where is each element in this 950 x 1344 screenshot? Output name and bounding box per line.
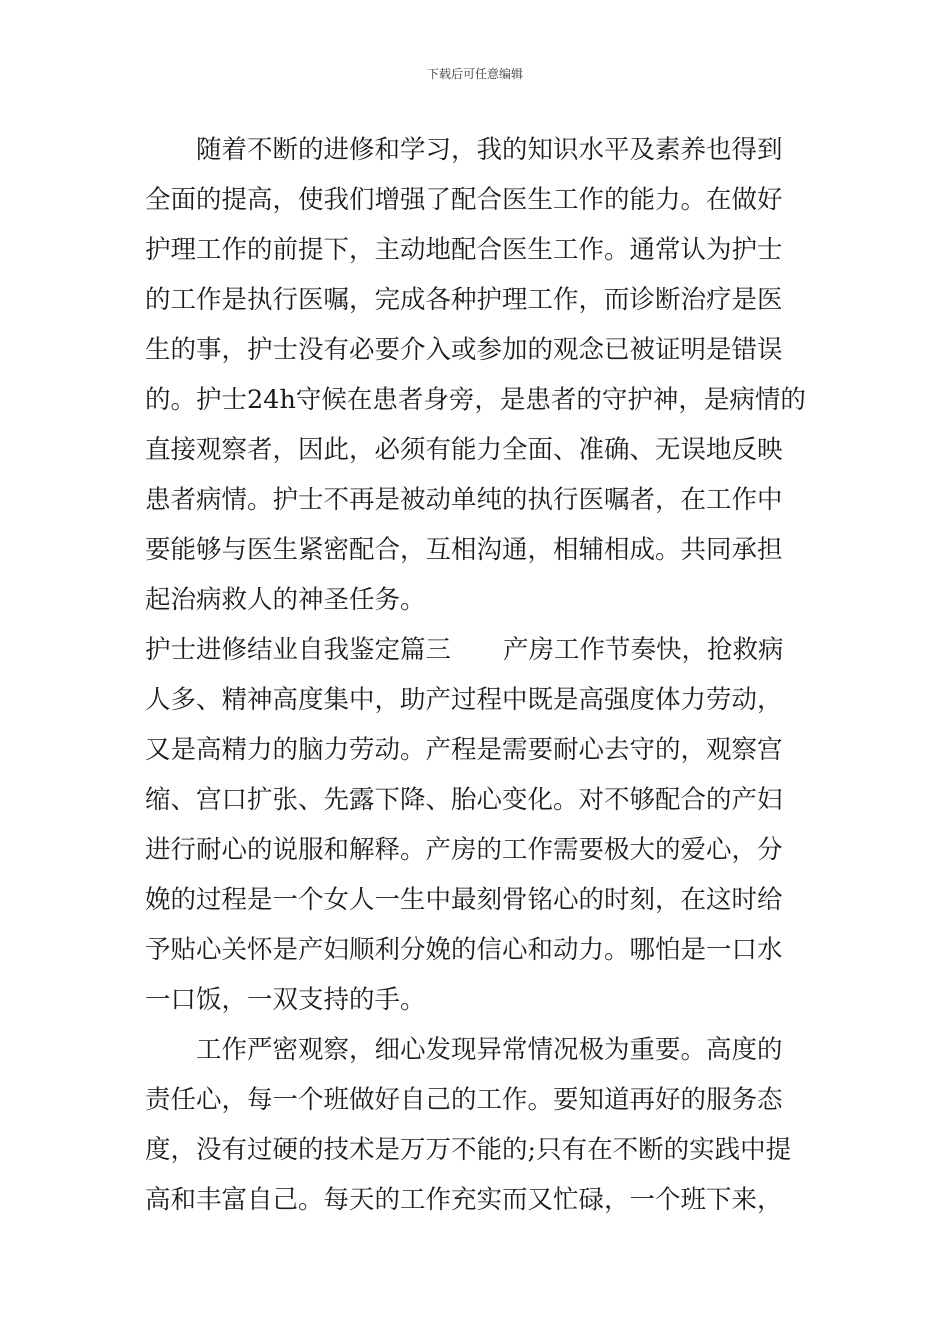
paragraph-line: 高和丰富自己。每天的工作充实而又忙碌，一个班下来， bbox=[145, 1185, 783, 1215]
paragraph-line: 缩、宫口扩张、先露下降、胎心变化。对不够配合的产妇 bbox=[145, 785, 783, 815]
paragraph-text: 产房工作节奏快，抢救病 bbox=[503, 635, 784, 665]
paragraph-line: 生的事，护士没有必要介入或参加的观念已被证明是错误 bbox=[145, 335, 783, 365]
paragraph-line: 度，没有过硬的技术是万万不能的;只有在不断的实践中提 bbox=[145, 1135, 792, 1165]
paragraph-line: 人多、精神高度集中，助产过程中既是高强度体力劳动， bbox=[145, 685, 783, 715]
page-header: 下载后可任意编辑 bbox=[426, 67, 523, 81]
paragraph-line: 责任心，每一个班做好自己的工作。要知道再好的服务态 bbox=[145, 1085, 783, 1115]
paragraph-line: 进行耐心的说服和解释。产房的工作需要极大的爱心，分 bbox=[145, 835, 783, 865]
paragraph-line: 的。护士24h守候在患者身旁，是患者的守护神，是病情的 bbox=[145, 385, 806, 415]
paragraph-line: 随着不断的进修和学习，我的知识水平及素养也得到 bbox=[196, 135, 783, 165]
paragraph-line: 起治病救人的神圣任务。 bbox=[145, 585, 426, 615]
paragraph-line: 直接观察者，因此，必须有能力全面、准确、无误地反映 bbox=[145, 435, 783, 465]
paragraph-line: 患者病情。护士不再是被动单纯的执行医嘱者，在工作中 bbox=[145, 485, 783, 515]
paragraph-line: 的工作是执行医嘱，完成各种护理工作，而诊断治疗是医 bbox=[145, 285, 783, 315]
paragraph-line: 护理工作的前提下，主动地配合医生工作。通常认为护士 bbox=[145, 235, 783, 265]
section-heading: 护士进修结业自我鉴定篇三 bbox=[145, 635, 452, 665]
paragraph-line: 一口饭，一双支持的手。 bbox=[145, 985, 426, 1015]
paragraph-line: 又是高精力的脑力劳动。产程是需要耐心去守的，观察宫 bbox=[145, 735, 783, 765]
paragraph-line: 要能够与医生紧密配合，互相沟通，相辅相成。共同承担 bbox=[145, 535, 783, 565]
paragraph-line: 全面的提高，使我们增强了配合医生工作的能力。在做好 bbox=[145, 185, 783, 215]
paragraph-line: 娩的过程是一个女人一生中最刻骨铭心的时刻，在这时给 bbox=[145, 885, 783, 915]
paragraph-line: 工作严密观察，细心发现异常情况极为重要。高度的 bbox=[196, 1035, 783, 1065]
section-heading-line bbox=[145, 632, 825, 668]
paragraph-line: 予贴心关怀是产妇顺利分娩的信心和动力。哪怕是一口水 bbox=[145, 935, 783, 965]
